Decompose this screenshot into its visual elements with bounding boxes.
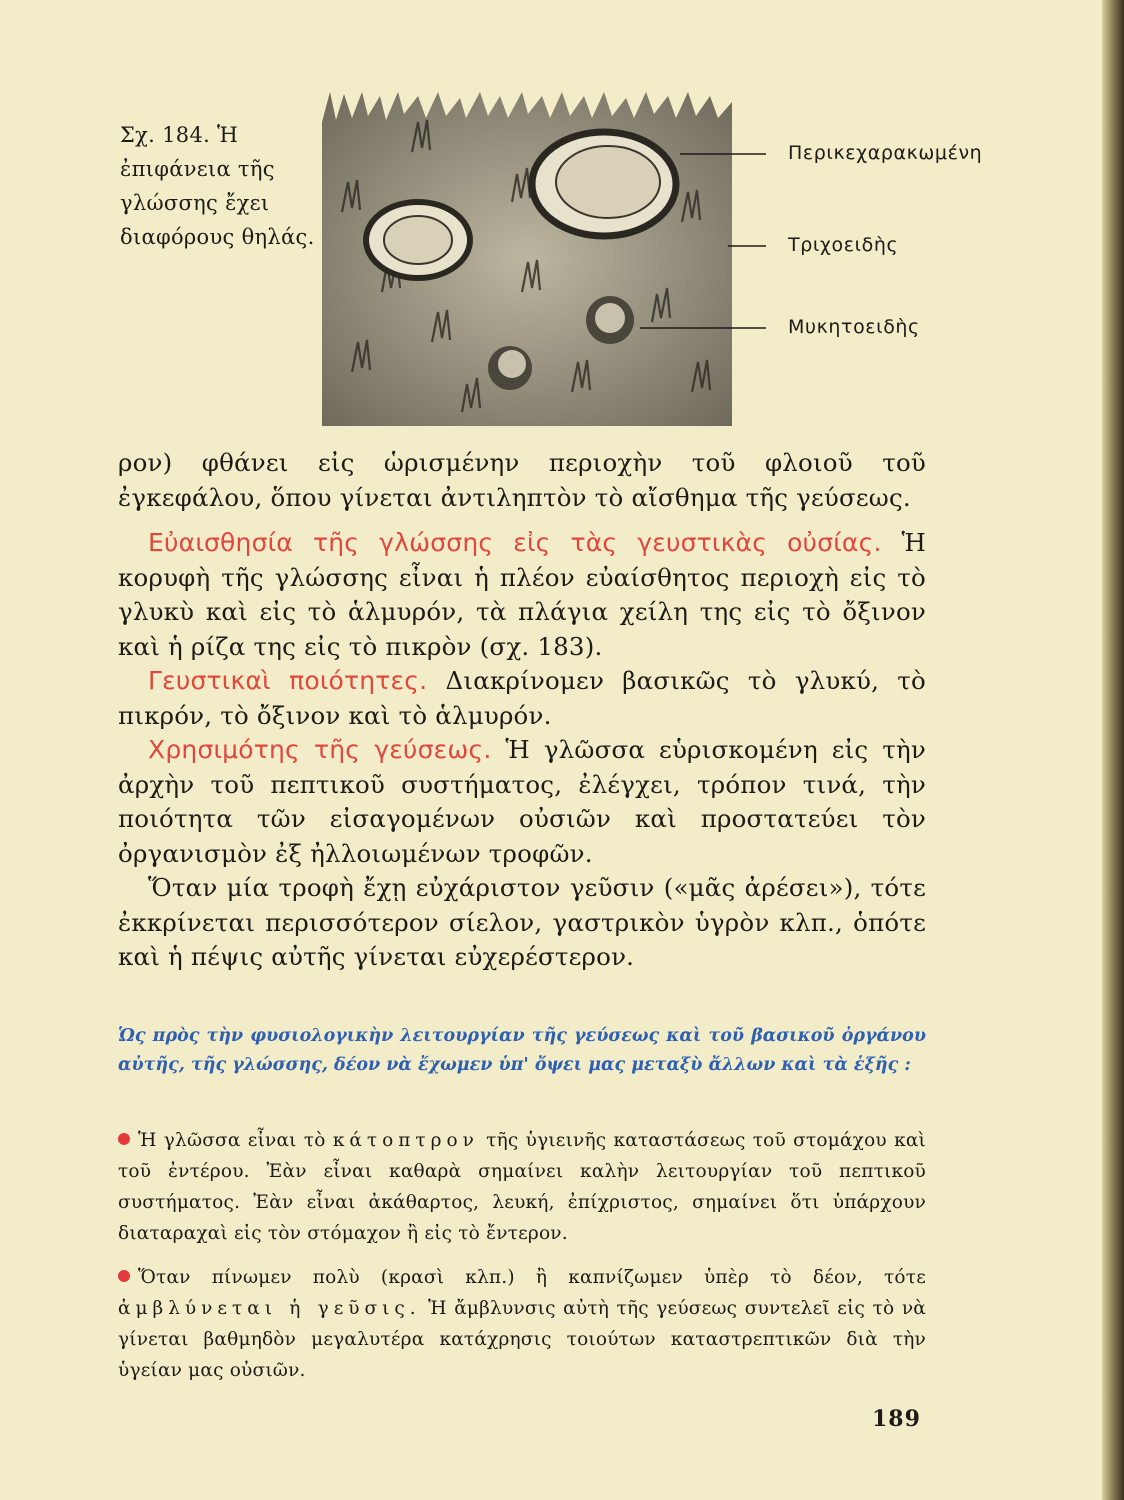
bullet-dulled-taste: Ὅταν πίνωμεν πολὺ (κρασὶ κλπ.) ἢ καπνίζωμεν ὑπὲρ τὸ δέον, τότε ἀμβλύνεται ἡ γεῦσις. Ἡ ἄμβλυνσις αὐτὴ τῆς γεύσεως συντελεῖ εἰς τὸ νὰ γίνεται βαθμηδὸν μεγαλυτέρα κατάχρησις τοιούτων καταστρεπτικῶν διὰ τὴν ὑγείαν μας οὐσιῶν. [118, 1267, 926, 1381]
heading-sensitivity: Εὐαισθησία τῆς γλώσσης εἰς τὰς γευστικὰς οὐσίας. [148, 528, 882, 557]
paragraph-pleasant-taste: Ὅταν μία τροφὴ ἔχῃ εὐχάριστον γεῦσιν («μᾶς ἀρέσει»), τότε ἐκκρίνεται περισσότερον σίελον, γαστρικὸν ὑγρὸν κλπ., ὁπότε καὶ ἡ πέψις αὐτῆς γίνεται εὐχερέστερον. [118, 873, 926, 971]
paragraph-continuation: ρον) φθάνει εἰς ὡρισμένην περιοχὴν τοῦ φλοιοῦ τοῦ ἐγκεφάλου, ὅπου γίνεται ἀντιληπτὸν τὸ αἴσθημα τῆς γεύσεως. [118, 448, 926, 512]
page-binding-edge [1102, 0, 1124, 1500]
heading-usefulness: Χρησιμότης τῆς γεύσεως. [148, 735, 492, 764]
figure-caption: Σχ. 184. Ἡ ἐπιφάνεια τῆς γλώσσης ἔχει διαφόρους θηλάς. [120, 123, 315, 249]
paragraph-qualities: Γευστικαὶ ποιότητες. Διακρίνομεν βασικῶς τὸ γλυκύ, τὸ πικρόν, τὸ ὄξινον καὶ τὸ ἁλμυρόν. [118, 666, 926, 730]
red-bullet-icon [118, 1133, 130, 1145]
note-heading: Ὡς πρὸς τὴν φυσιολογικὴν λειτουργίαν τῆς γεύσεως καὶ τοῦ βασικοῦ ὀργάνου αὐτῆς, τῆς γλώσσης, δέον νὰ ἔχωμεν ὑπ' ὄψει μας μεταξὺ ἄλλων καὶ τὰ ἑξῆς : [118, 1026, 926, 1075]
bullet-tongue-mirror: Ἡ γλῶσσα εἶναι τὸ κάτοπτρον τῆς ὑγιεινῆς καταστάσεως τοῦ στομάχου καὶ τοῦ ἐντέρου. Ἐὰν εἶναι καθαρὰ σημαίνει καλὴν λειτουργίαν τοῦ πεπτικοῦ συστήματος. Ἐὰν εἶναι ἀκάθαρτος, λευκή, ἐπίχριστος, σημαίνει ὅτι ὑπάρχουν διαταραχαὶ εἰς τὸν στόμαχον ἢ εἰς τὸ ἔντερον. [118, 1130, 926, 1244]
leader-lines [600, 140, 800, 340]
paragraph-sensitivity: Εὐαισθησία τῆς γλώσσης εἰς τὰς γευστικὰς οὐσίας. Ἡ κορυφὴ τῆς γλώσσης εἶναι ἡ πλέον εὐαίσθητος περιοχὴ εἰς τὸ γλυκὺ καὶ εἰς τὸ ἁλμυρόν, τὰ πλάγια χείλη της εἰς τὸ ὄξινον καὶ ἡ ρίζα της εἰς τὸ πικρὸν (σχ. 183). [118, 528, 926, 661]
heading-qualities: Γευστικαὶ ποιότητες. [148, 666, 428, 695]
red-bullet-icon [118, 1270, 130, 1282]
paragraph-usefulness: Χρησιμότης τῆς γεύσεως. Ἡ γλῶσσα εὑρισκομένη εἰς τὴν ἀρχὴν τοῦ πεπτικοῦ συστήματος, ἐλέγχει, τρόπον τινά, τὴν ποιότητα τῶν εἰσαγομένων οὐσιῶν καὶ προστατεύει τὸν ὀργανισμὸν ἐξ ἠλλοιωμένων τροφῶν. [118, 735, 926, 868]
label-fungiform: Μυκητοειδὴς [788, 316, 920, 338]
label-filiform: Τριχοειδὴς [788, 234, 899, 256]
label-circumvallate: Περικεχαρακωμένη [788, 142, 983, 164]
main-text [118, 446, 926, 975]
page-number: 189 [872, 1406, 921, 1432]
